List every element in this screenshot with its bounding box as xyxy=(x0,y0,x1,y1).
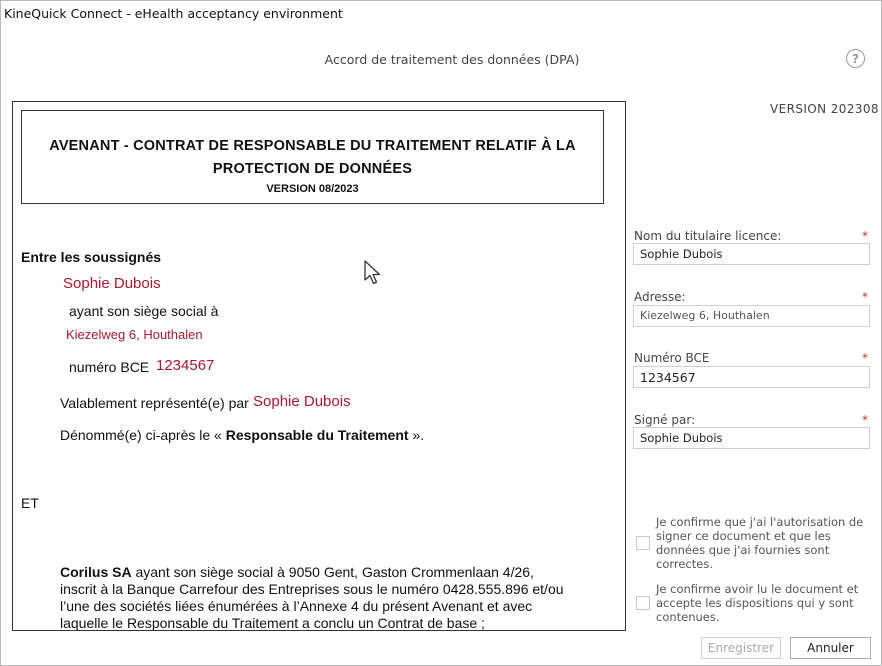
license-holder-input[interactable]: Sophie Dubois xyxy=(633,243,870,265)
document-viewer[interactable] xyxy=(12,101,626,631)
corilus-line3: l’une des sociétés liées énumérées à l’Annexe 4 du présent Avenant et avec xyxy=(60,598,533,614)
dialog-title: Accord de traitement des données (DPA) xyxy=(324,52,580,67)
corilus-paragraph xyxy=(60,564,620,631)
party-address: Kiezelweg 6, Houthalen xyxy=(66,327,203,342)
represented-value: Sophie Dubois xyxy=(253,393,351,410)
bce-label-field: Numéro BCE xyxy=(634,351,710,365)
confirm-read-checkbox[interactable] xyxy=(636,596,650,610)
corilus-line4: laquelle le Responsable du Traitement a conclu un Contrat de base ; xyxy=(60,615,485,631)
bce-input[interactable]: 1234567 xyxy=(633,366,870,388)
save-button[interactable]: Enregistrer xyxy=(701,637,781,659)
confirm-authorization-checkbox[interactable] xyxy=(636,536,650,550)
address-label: Adresse: xyxy=(634,290,686,304)
confirm-authorization-text: Je confirme que j'ai l'autorisation de signer ce document et que les données que j'ai fournies sont correctes. xyxy=(656,515,864,571)
address-required: * xyxy=(862,290,868,304)
document-title xyxy=(22,135,603,181)
denomme-bold: Responsable du Traitement xyxy=(225,427,409,443)
signed-by-label: Signé par: xyxy=(634,413,696,427)
corilus-line1-text: ayant son siège social à 9050 Gent, Gaston Crommenlaan 4/26, xyxy=(131,564,534,580)
document-title-line2: PROTECTION DE DONNÉES xyxy=(212,161,413,177)
denomme-suffix: ». xyxy=(408,427,425,443)
et-label: ET xyxy=(21,495,39,511)
siege-label: ayant son siège social à xyxy=(69,303,219,319)
version-label: VERSION 202308 xyxy=(770,102,879,116)
document-version: VERSION 08/2023 xyxy=(266,183,359,195)
confirm-read-text: Je confirme avoir lu le document et accepte les dispositions qui y sont contenues. xyxy=(656,582,859,624)
represented-label: Valablement représenté(e) par xyxy=(60,395,249,411)
document-title-line1: AVENANT - CONTRAT DE RESPONSABLE DU TRAITEMENT RELATIF À LA xyxy=(49,138,576,154)
bce-label: numéro BCE xyxy=(69,359,150,375)
cancel-button[interactable]: Annuler xyxy=(790,637,871,659)
mouse-cursor-icon xyxy=(364,260,382,286)
bce-required: * xyxy=(862,351,868,365)
signed-by-required: * xyxy=(862,413,868,427)
denomme-line xyxy=(60,427,424,443)
document-header-box xyxy=(21,110,604,204)
help-icon[interactable]: ? xyxy=(846,49,865,68)
corilus-line1 xyxy=(60,564,620,581)
corilus-name: Corilus SA xyxy=(60,564,132,580)
denomme-prefix: Dénommé(e) ci-après le « xyxy=(60,427,226,443)
license-holder-required: * xyxy=(862,229,868,243)
license-holder-label: Nom du titulaire licence: xyxy=(634,229,782,243)
window-title: KineQuick Connect - eHealth acceptancy environment xyxy=(4,6,343,21)
address-input[interactable]: Kiezelweg 6, Houthalen xyxy=(633,305,870,327)
corilus-line2: inscrit à la Banque Carrefour des Entreprises sous le numéro 0428.555.896 et/ou xyxy=(60,581,564,597)
party-name: Sophie Dubois xyxy=(63,275,161,292)
signed-by-input[interactable]: Sophie Dubois xyxy=(633,427,870,449)
bce-value: 1234567 xyxy=(156,357,215,374)
title-bar xyxy=(1,1,881,27)
entre-les-soussignes: Entre les soussignés xyxy=(21,249,162,265)
